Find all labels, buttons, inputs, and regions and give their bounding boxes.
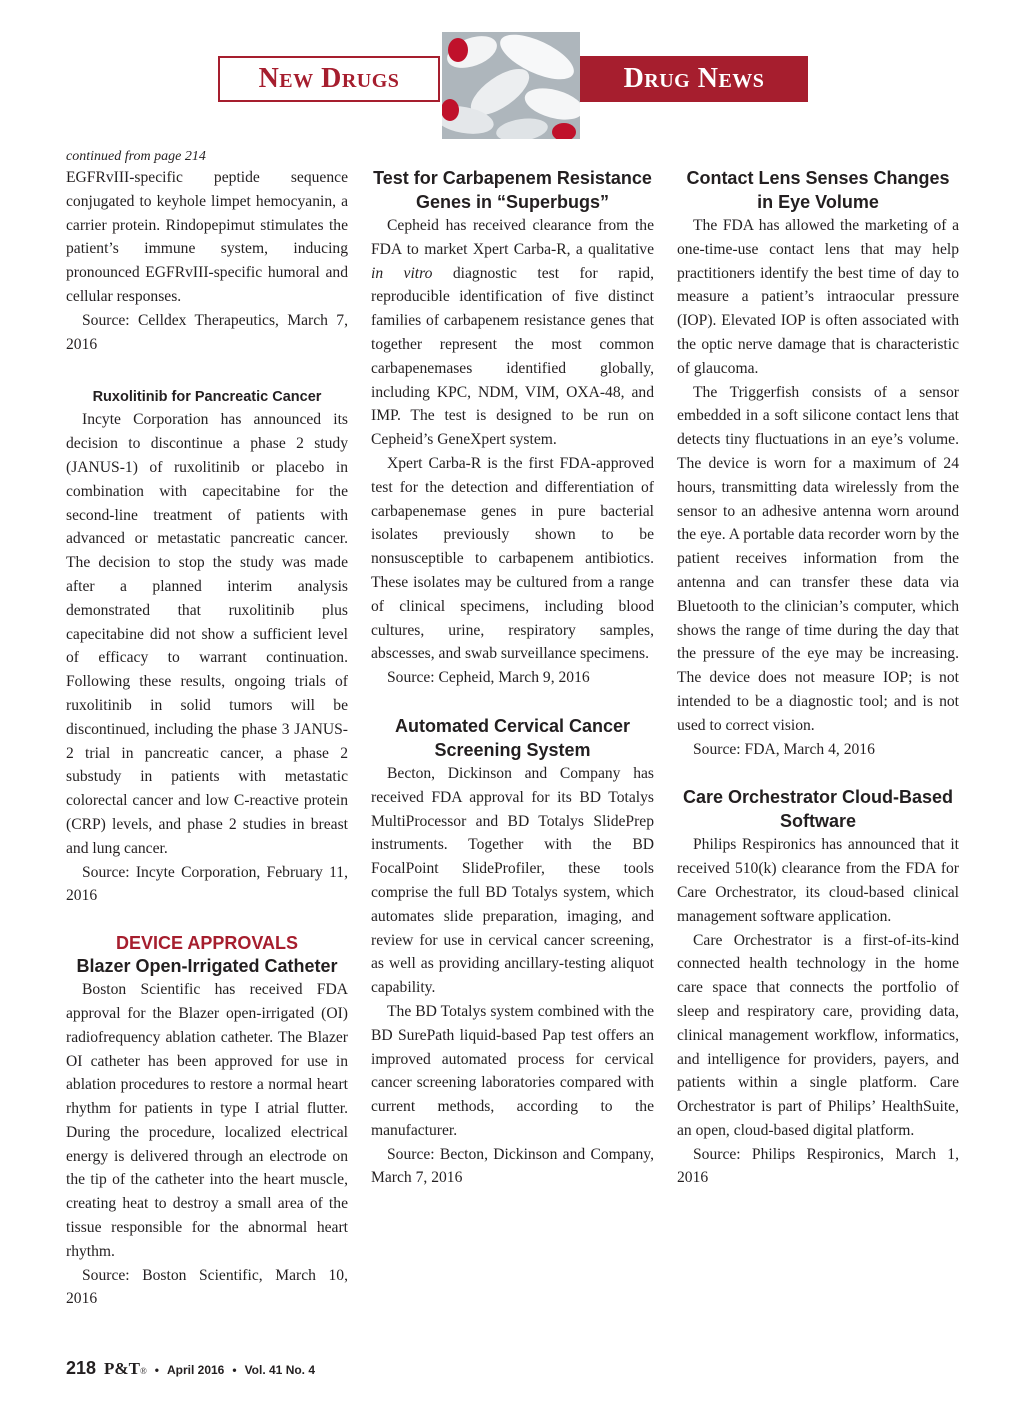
banner-label: Drug News <box>623 63 765 94</box>
article-heading: Ruxolitinib for Pancreatic Cancer <box>92 389 322 406</box>
paragraph: Boston Scientific has received FDA approval for the Blazer open-irrigated (OI) radiofrequency ablation catheter. The Blazer OI catheter has been approved for use in ablation procedures to restore a normal heart rhythm for patients in type I atrial flutter. During the procedure, localized electrical energy is delivered through an electrode on the tip of the catheter into the heart muscle, creating heat to destroy a small area of the tissue responsible for the abnormal heart rhythm. <box>66 981 348 1260</box>
journal-title: P&T <box>104 1359 140 1378</box>
paragraph: The Triggerfish consists of a sensor embedded in a soft silicone contact lens that detects tiny fluctuations in an eye’s volume. The device is worn for a maximum of 24 hours, transmitting data wirelessly from the sensor to an adhesive antenna worn around the eye. A portable data recorder worn by the patient receives information from the antenna and can transfer these data via Bluetooth to the clinician’s computer, which shows the range of time during the day that the pressure of the eye may be increasing. The device does not measure IOP; is not intended to be a diagnostic tool; and is not used to correct vision. <box>677 383 959 734</box>
italic-text: in vitro <box>371 264 433 282</box>
text: diagnostic test for rapid, reproducible identification of five distinct families of carbapenem resistance genes that together represent the most common carbapenemases identified globally, including KPC, NDM, VIM, OXA-48, and IMP. The test is designed to be run on Cepheid’s GeneXpert system. <box>371 264 655 449</box>
paragraph: Care Orchestrator is a first-of-its-kind connected health technology in the home care space that connects the portfolio of sleep and respiratory care, providing data, clinical management workflow, informatics, and intelligence for providers, payers, and patients within a single platform. Care Orchestrator is part of Philips’ HealthSuite, an open, cloud-based digital platform. <box>677 931 959 1139</box>
article-heading: Automated Cervical Cancer Screening System <box>394 715 631 760</box>
separator-dot: • <box>154 1363 159 1377</box>
column-2 <box>371 166 654 1190</box>
article-heading: Blazer Open-Irrigated Catheter <box>76 956 338 977</box>
issue-date: April 2016 <box>166 1363 225 1377</box>
registered-mark: ® <box>139 1366 147 1376</box>
section-heading: DEVICE APPROVALS <box>115 933 299 954</box>
text: Cepheid has received clearance from the FDA to market Xpert Carba-R, a qualitative <box>371 217 654 258</box>
column-3 <box>677 166 959 1190</box>
section-banner-drug-news <box>580 56 808 102</box>
paragraph: EGFRvIII-specific peptide sequence conjugated to keyhole limpet hemocyanin, a carrier protein. Rindopepimut stimulates the patient’s immune system, inducing pronounced EGFRvIII-specific humoral and cellular responses. <box>66 169 348 305</box>
continued-note: continued from page 214 <box>66 149 206 164</box>
source-line: Source: Boston Scientific, March 10, 2016 <box>66 1266 348 1308</box>
pills-illustration <box>442 32 580 139</box>
page-number: 218 <box>66 1358 97 1378</box>
paragraph <box>371 214 654 452</box>
source-line: Source: FDA, March 4, 2016 <box>693 740 875 758</box>
page-footer <box>66 1358 315 1382</box>
source-line: Source: Incyte Corporation, February 11, 2016 <box>66 863 348 905</box>
article-heading: Test for Carbapenem Resistance Genes in “Superbugs” <box>373 168 652 212</box>
source-line: Source: Philips Respironics, March 1, 2016 <box>677 1145 959 1187</box>
source-line: Source: Cepheid, March 9, 2016 <box>387 669 590 687</box>
volume-number: Vol. 41 No. 4 <box>244 1363 316 1377</box>
paragraph: Becton, Dickinson and Company has received FDA approval for its BD Totalys MultiProcessor and BD Totalys SlidePrep instruments. Together with the BD FocalPoint SlideProfiler, these tools comprise the full BD Totalys system, which automates slide preparation, imaging, and review for use in cervical cancer screening, as well as providing ancillary-testing aliquot capability. <box>371 764 654 997</box>
source-line: Source: Celldex Therapeutics, March 7, 2016 <box>66 311 348 353</box>
journal-name <box>104 1359 147 1379</box>
paragraph: Incyte Corporation has announced its decision to discontinue a phase 2 study (JANUS-1) of ruxolitinib or placebo in combination with capecitabine for the second-line treatment of patients with advanced or metastatic pancreatic cancer. The decision to stop the study was made after a planned interim analysis demonstrated that ruxolitinib plus capecitabine did not show a sufficient level of efficacy to warrant continuation. Following these results, ongoing trials of ruxolitinib in solid tumors will be discontinued, including the phase 3 JANUS-2 trial in pancreatic cancer, a phase 2 substudy in patients with metastatic colorectal cancer and low C-reactive protein (CRP) levels, and phase 2 studies in breast and lung cancer. <box>66 411 348 857</box>
paragraph: The FDA has allowed the marketing of a one-time-use contact lens that may help practitioners identify the best time of day to measure a patient’s intraocular pressure (IOP). Elevated IOP is often associated with the optic nerve damage that is characteristic of glaucoma. <box>677 217 959 377</box>
column-1 <box>66 148 348 1311</box>
paragraph: The BD Totalys system combined with the BD SurePath liquid-based Pap test offers an improved automated process for cervical cancer screening laboratories compared with current methods, according to the manufacturer. <box>371 1002 654 1139</box>
banner-label: New Drugs <box>258 63 400 94</box>
source-line: Source: Becton, Dickinson and Company, March 7, 2016 <box>371 1145 654 1187</box>
separator-dot: • <box>232 1363 237 1377</box>
article-heading: Contact Lens Senses Changes in Eye Volume <box>686 168 950 212</box>
paragraph: Philips Respironics has announced that it received 510(k) clearance from the FDA for Care Orchestrator, its cloud-based clinical management software application. <box>677 836 959 925</box>
paragraph: Xpert Carba-R is the first FDA-approved test for the detection and differentiation of carbapenemase genes in pure bacterial isolates previously shown to be nonsusceptible to carbapenem antibiotics. These isolates may be cultured from a range of clinical specimens, including blood cultures, urine, respiratory samples, abscesses, and swab surveillance specimens. <box>371 454 654 663</box>
section-banner-new-drugs <box>218 56 440 102</box>
pills-photo <box>442 32 580 139</box>
article-heading: Care Orchestrator Cloud-Based Software <box>682 787 954 832</box>
